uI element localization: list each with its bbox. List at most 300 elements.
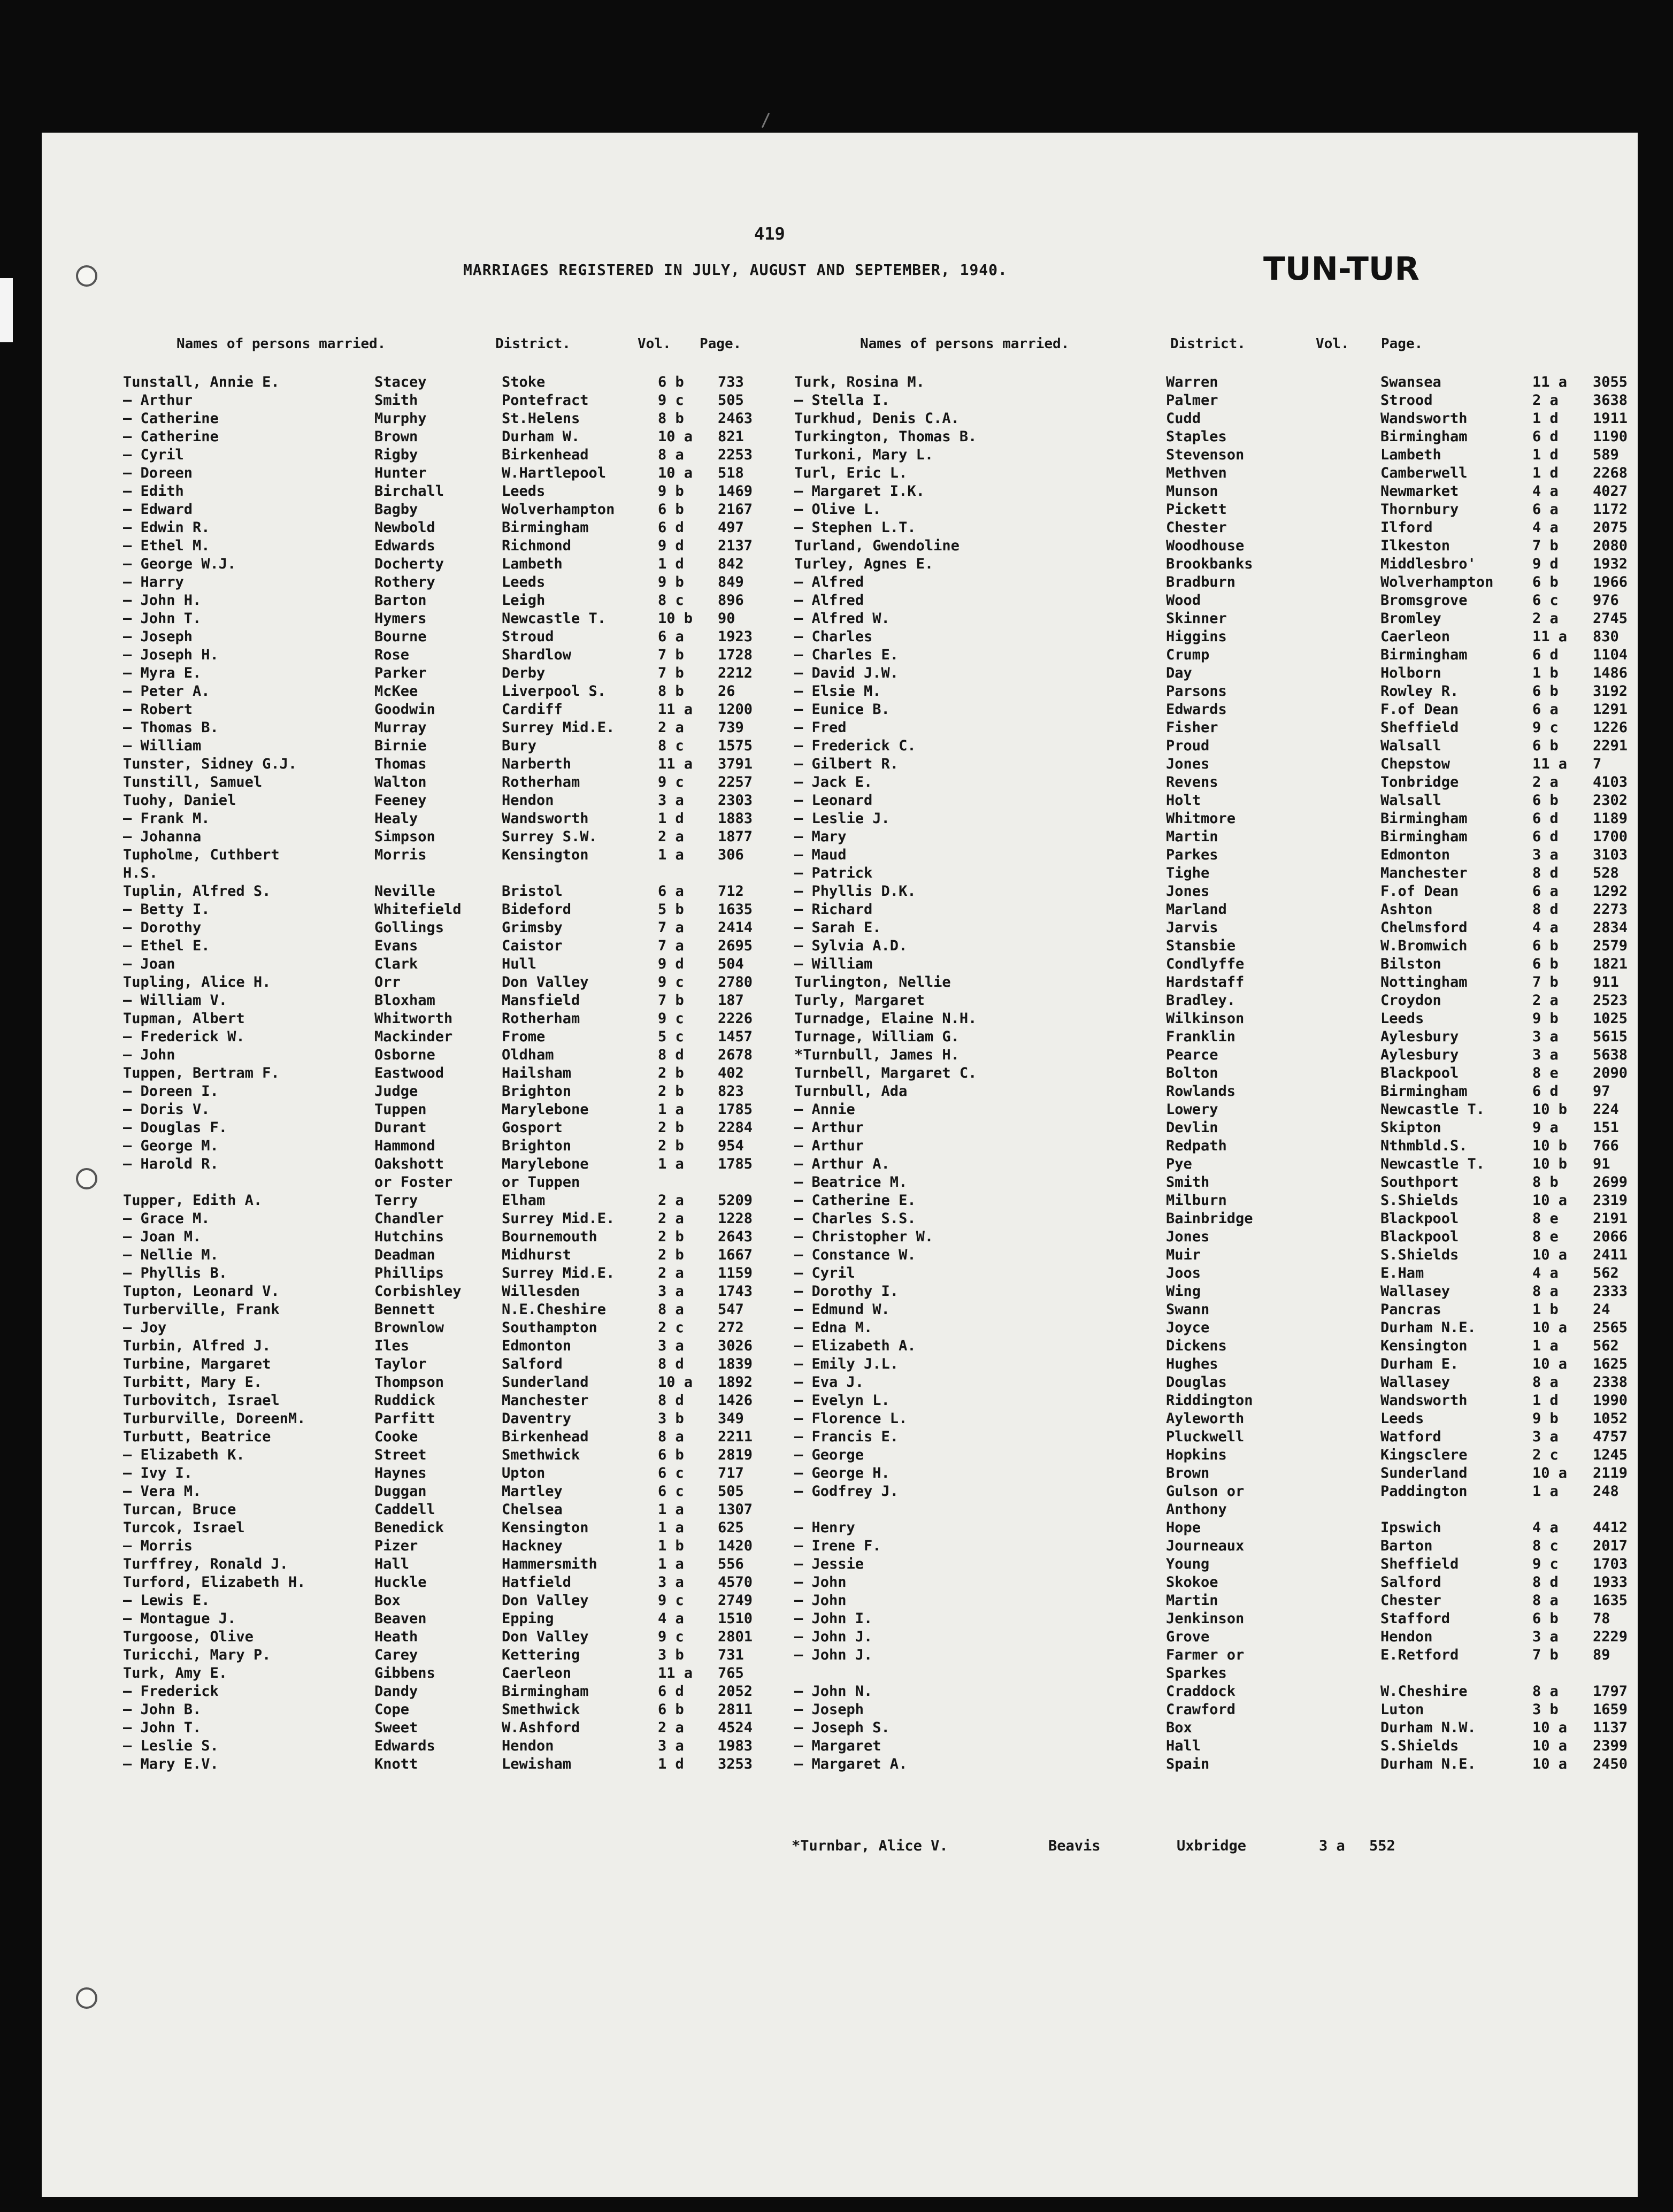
- entry-vol: 1 d: [1532, 465, 1559, 481]
- entry-page: 1457: [718, 1028, 753, 1045]
- entry-page: 528: [1593, 865, 1619, 881]
- entry-district: S.Shields: [1380, 1192, 1459, 1209]
- entry-district: Pancras: [1380, 1301, 1441, 1318]
- entry-spouse: Barton: [374, 592, 427, 609]
- entry-district: Kensington: [502, 847, 589, 863]
- entry-page: 4570: [718, 1574, 753, 1591]
- entry-page: 2273: [1593, 901, 1628, 918]
- entry-vol: 11 a: [658, 701, 693, 718]
- entry-spouse: Methven: [1166, 465, 1227, 481]
- entry-page: 1966: [1593, 574, 1628, 590]
- entry-vol: 2 c: [658, 1319, 684, 1336]
- entry-name: — Doreen: [123, 465, 193, 481]
- entry-page: 248: [1593, 1483, 1619, 1500]
- entry-vol: 3 a: [658, 1574, 684, 1591]
- entry-page: 3026: [718, 1338, 753, 1354]
- entry-vol: 8 c: [1532, 1538, 1559, 1554]
- entry-district: Hammersmith: [502, 1556, 597, 1572]
- entry-vol: 7 b: [658, 992, 684, 1009]
- entry-page: 5615: [1593, 1028, 1628, 1045]
- entry-district: Rotherham: [502, 774, 580, 790]
- entry-spouse: Wood: [1166, 592, 1201, 609]
- entry-spouse: Deadman: [374, 1247, 435, 1263]
- entry-district: Wolverhampton: [1380, 574, 1494, 590]
- entry-spouse: Hopkins: [1166, 1447, 1227, 1463]
- entry-page: 1797: [1593, 1683, 1628, 1700]
- entry-name: Turley, Agnes E.: [794, 556, 934, 572]
- entry-district: Don Valley: [502, 1592, 589, 1609]
- entry-district: Stoke: [502, 374, 546, 390]
- entry-district: Mansfield: [502, 992, 580, 1009]
- entry-name: Turnbell, Margaret C.: [794, 1065, 977, 1081]
- entry-district: Richmond: [502, 537, 572, 554]
- entry-spouse: Gollings: [374, 919, 444, 936]
- entry-name: — Margaret A.: [794, 1756, 908, 1772]
- entry-page: 1226: [1593, 719, 1628, 736]
- entry-name: — Annie: [794, 1101, 855, 1118]
- entry-name: Turbitt, Mary E.: [123, 1374, 263, 1391]
- entry-district: Durham N.E.: [1380, 1756, 1476, 1772]
- entry-district: Ashton: [1380, 901, 1433, 918]
- entry-page: 2333: [1593, 1283, 1628, 1300]
- entry-page: 78: [1593, 1610, 1610, 1627]
- entry-vol: 6 b: [658, 374, 684, 390]
- entry-vol: 2 a: [658, 1265, 684, 1281]
- footnote-spouse: Beavis: [1048, 1838, 1101, 1854]
- entry-district: Walsall: [1380, 792, 1441, 809]
- entry-name: — Harold R.: [123, 1156, 219, 1172]
- entry-page: 1883: [718, 810, 753, 827]
- entry-page: 2211: [718, 1428, 753, 1445]
- entry-name: — Stella I.: [794, 392, 890, 409]
- page-edge-tab: [0, 278, 13, 342]
- entry-spouse: Smith: [374, 392, 418, 409]
- entry-name: Turbin, Alfred J.: [123, 1338, 271, 1354]
- entry-district: Bilston: [1380, 956, 1441, 972]
- entry-district: Lambeth: [502, 556, 563, 572]
- entry-page: 896: [718, 592, 744, 609]
- entry-name: — John: [794, 1574, 847, 1591]
- entry-spouse: Birchall: [374, 483, 444, 500]
- entry-page: 2699: [1593, 1174, 1628, 1191]
- entry-page: 1575: [718, 738, 753, 754]
- entry-page: 2090: [1593, 1065, 1628, 1081]
- entry-district: St.Helens: [502, 410, 580, 427]
- entry-page: 2229: [1593, 1629, 1628, 1645]
- entry-district: Durham N.W.: [1380, 1719, 1476, 1736]
- entry-name: — Patrick: [794, 865, 873, 881]
- entry-spouse: Hope: [1166, 1519, 1201, 1536]
- header-names-left: Names of persons married.: [176, 336, 386, 352]
- entry-district: S.Shields: [1380, 1738, 1459, 1754]
- entry-page: 2801: [718, 1629, 753, 1645]
- entry-district: Walsall: [1380, 738, 1441, 754]
- entry-page: 2017: [1593, 1538, 1628, 1554]
- entry-district: Stafford: [1380, 1610, 1451, 1627]
- entry-district: Lambeth: [1380, 447, 1441, 463]
- entry-spouse: Tighe: [1166, 865, 1210, 881]
- entry-district: Durham E.: [1380, 1356, 1459, 1372]
- entry-spouse: Caddell: [374, 1501, 435, 1518]
- entry-vol: 9 c: [658, 392, 684, 409]
- entry-page: 2284: [718, 1119, 753, 1136]
- entry-name: — John T.: [123, 610, 202, 627]
- entry-name: Tupton, Leonard V.: [123, 1283, 280, 1300]
- entry-page: 1911: [1593, 410, 1628, 427]
- entry-vol: 3 a: [658, 1338, 684, 1354]
- entry-district: Chepstow: [1380, 756, 1451, 772]
- entry-name: — Henry: [794, 1519, 855, 1536]
- entry-name: — Edith: [123, 483, 184, 500]
- entry-page: 1700: [1593, 828, 1628, 845]
- entry-page: 4412: [1593, 1519, 1628, 1536]
- entry-spouse: Phillips: [374, 1265, 444, 1281]
- entry-vol: 1 d: [1532, 1392, 1559, 1409]
- entry-district: Brighton: [502, 1083, 572, 1100]
- entry-page: 1190: [1593, 428, 1628, 445]
- entry-name: — Dorothy: [123, 919, 202, 936]
- entry-vol: 9 c: [658, 1592, 684, 1609]
- entry-page: 2463: [718, 410, 753, 427]
- entry-page: 2212: [718, 665, 753, 681]
- entry-vol: 6 b: [1532, 956, 1559, 972]
- entry-spouse: Milburn: [1166, 1192, 1227, 1209]
- entry-name: — Jessie: [794, 1556, 864, 1572]
- entry-vol: 1 a: [658, 1156, 684, 1172]
- entry-district: Sunderland: [1380, 1465, 1468, 1481]
- entry-vol: 1 d: [1532, 410, 1559, 427]
- entry-spouse: Day: [1166, 665, 1192, 681]
- entry-spouse: Fisher: [1166, 719, 1218, 736]
- entry-spouse: Pluckwell: [1166, 1428, 1245, 1445]
- entry-district: Nottingham: [1380, 974, 1468, 990]
- entry-district: Elham: [502, 1192, 546, 1209]
- entry-district: Chester: [1380, 1592, 1441, 1609]
- entry-spouse: Condlyffe: [1166, 956, 1245, 972]
- entry-name: Tupling, Alice H.: [123, 974, 271, 990]
- entry-name: — Stephen L.T.: [794, 519, 916, 536]
- entry-name: H.S.: [123, 865, 158, 881]
- entry-spouse: Cudd: [1166, 410, 1201, 427]
- entry-district: Brighton: [502, 1138, 572, 1154]
- entry-vol: 11 a: [1532, 628, 1568, 645]
- entry-district: Hendon: [1380, 1629, 1433, 1645]
- entry-spouse: Street: [374, 1447, 427, 1463]
- entry-name: — Margaret I.K.: [794, 483, 925, 500]
- entry-page: 911: [1593, 974, 1619, 990]
- entry-district: Surrey S.W.: [502, 828, 597, 845]
- entry-spouse: Bradburn: [1166, 574, 1236, 590]
- entry-district: Salford: [502, 1356, 563, 1372]
- entry-spouse: Munson: [1166, 483, 1218, 500]
- entry-spouse: Warren: [1166, 374, 1218, 390]
- entry-name: — Myra E.: [123, 665, 202, 681]
- entry-page: 2137: [718, 537, 753, 554]
- entry-spouse: Docherty: [374, 556, 444, 572]
- entry-district: E.Ham: [1380, 1265, 1424, 1281]
- entry-page: 2643: [718, 1228, 753, 1245]
- entry-district: Bournemouth: [502, 1228, 597, 1245]
- entry-name: — Joy: [123, 1319, 167, 1336]
- entry-page: 504: [718, 956, 744, 972]
- entry-district: Hendon: [502, 792, 554, 809]
- entry-vol: 5 c: [658, 1028, 684, 1045]
- entry-district: Birmingham: [502, 1683, 589, 1700]
- entry-district: Wallasey: [1380, 1283, 1451, 1300]
- entry-district: W.Cheshire: [1380, 1683, 1468, 1700]
- entry-page: 1137: [1593, 1719, 1628, 1736]
- entry-district: Wandsworth: [502, 810, 589, 827]
- entry-name: — Beatrice M.: [794, 1174, 908, 1191]
- entry-name: — Alfred: [794, 592, 864, 609]
- entry-name: Tuohy, Daniel: [123, 792, 236, 809]
- entry-vol: 9 b: [1532, 1010, 1559, 1027]
- entry-district: S.Shields: [1380, 1247, 1459, 1263]
- entry-district: Birkenhead: [502, 1428, 589, 1445]
- entry-name: Tuplin, Alfred S.: [123, 883, 271, 900]
- entry-page: 562: [1593, 1338, 1619, 1354]
- entry-spouse: Taylor: [374, 1356, 427, 1372]
- entry-vol: 10 a: [1532, 1247, 1568, 1263]
- entry-spouse: Anthony: [1166, 1501, 1227, 1518]
- entry-vol: 3 b: [658, 1647, 684, 1663]
- entry-page: 1025: [1593, 1010, 1628, 1027]
- entry-page: 24: [1593, 1301, 1610, 1318]
- entry-district: Blackpool: [1380, 1228, 1459, 1245]
- entry-district: Leeds: [1380, 1010, 1424, 1027]
- entry-district: Durham W.: [502, 428, 580, 445]
- entry-vol: 2 a: [1532, 392, 1559, 409]
- entry-spouse: Rothery: [374, 574, 435, 590]
- entry-page: 1667: [718, 1247, 753, 1263]
- entry-name: Turbutt, Beatrice: [123, 1428, 271, 1445]
- entry-district: Hatfield: [502, 1574, 572, 1591]
- entry-name: — Jack E.: [794, 774, 873, 790]
- entry-name: — Constance W.: [794, 1247, 916, 1263]
- entry-spouse: Jenkinson: [1166, 1610, 1245, 1627]
- entry-district: Hailsham: [502, 1065, 572, 1081]
- entry-page: 2819: [718, 1447, 753, 1463]
- entry-page: 821: [718, 428, 744, 445]
- entry-spouse: Oakshott: [374, 1156, 444, 1172]
- entry-vol: 1 a: [658, 1556, 684, 1572]
- entry-spouse: Hughes: [1166, 1356, 1218, 1372]
- entry-spouse: Martin: [1166, 1592, 1218, 1609]
- entry-vol: 8 b: [658, 683, 684, 700]
- entry-district: Willesden: [502, 1283, 580, 1300]
- entry-district: Thornbury: [1380, 501, 1459, 518]
- entry-vol: 2 b: [658, 1119, 684, 1136]
- entry-vol: 10 a: [1532, 1756, 1568, 1772]
- entry-spouse: Gulson or: [1166, 1483, 1245, 1500]
- entry-page: 556: [718, 1556, 744, 1572]
- entry-spouse: Pye: [1166, 1156, 1192, 1172]
- entry-vol: 6 d: [658, 519, 684, 536]
- entry-district: Newmarket: [1380, 483, 1459, 500]
- entry-page: 306: [718, 847, 744, 863]
- entry-spouse: Martin: [1166, 828, 1218, 845]
- entry-vol: 10 b: [658, 610, 693, 627]
- entry-name: — John N.: [794, 1683, 873, 1700]
- entry-name: Turly, Margaret: [794, 992, 925, 1009]
- entry-page: 1189: [1593, 810, 1628, 827]
- entry-spouse: Cope: [374, 1701, 410, 1718]
- header-names-right: Names of persons married.: [860, 336, 1070, 352]
- entry-page: 1420: [718, 1538, 753, 1554]
- entry-district: Martley: [502, 1483, 563, 1500]
- entry-page: 625: [718, 1519, 744, 1536]
- entry-name: — Joan: [123, 956, 175, 972]
- punch-hole-top: [76, 265, 97, 287]
- header-page-right: Page.: [1381, 336, 1423, 352]
- entry-vol: 8 c: [658, 592, 684, 609]
- entry-spouse: Wilkinson: [1166, 1010, 1245, 1027]
- entry-district: Rotherham: [502, 1010, 580, 1027]
- entry-name: — Ethel E.: [123, 938, 210, 954]
- entry-district: Durham N.E.: [1380, 1319, 1476, 1336]
- entry-vol: 3 b: [1532, 1701, 1559, 1718]
- entry-district: Kettering: [502, 1647, 580, 1663]
- entry-page: 2678: [718, 1047, 753, 1063]
- entry-spouse: Sparkes: [1166, 1665, 1227, 1681]
- entry-vol: 8 a: [658, 1428, 684, 1445]
- entry-vol: 6 b: [658, 1447, 684, 1463]
- entry-name: Turkington, Thomas B.: [794, 428, 977, 445]
- entry-spouse: Smith: [1166, 1174, 1210, 1191]
- entry-name: Turcok, Israel: [123, 1519, 245, 1536]
- entry-page: 2579: [1593, 938, 1628, 954]
- entry-name: — John I.: [794, 1610, 873, 1627]
- entry-district: Barton: [1380, 1538, 1433, 1554]
- entry-vol: 5 b: [658, 901, 684, 918]
- entry-name: Tupper, Edith A.: [123, 1192, 263, 1209]
- entry-district: Newcastle T.: [1380, 1156, 1485, 1172]
- entry-page: 2811: [718, 1701, 753, 1718]
- entry-vol: 7 b: [1532, 537, 1559, 554]
- entry-page: 717: [718, 1465, 744, 1481]
- entry-district: Caistor: [502, 938, 563, 954]
- entry-name: — John B.: [123, 1701, 202, 1718]
- entry-district: Middlesbro': [1380, 556, 1476, 572]
- entry-vol: 9 c: [1532, 719, 1559, 736]
- footnote-name: *Turnbar, Alice V.: [792, 1838, 948, 1854]
- entry-spouse: Neville: [374, 883, 435, 900]
- entry-name: — Catherine: [123, 428, 219, 445]
- entry-spouse: Knott: [374, 1756, 418, 1772]
- entry-district: E.Retford: [1380, 1647, 1459, 1663]
- entry-name: — Elsie M.: [794, 683, 881, 700]
- entry-spouse: Hardstaff: [1166, 974, 1245, 990]
- entry-spouse: Ruddick: [374, 1392, 435, 1409]
- entry-spouse: Parfitt: [374, 1410, 435, 1427]
- entry-district: Cardiff: [502, 701, 563, 718]
- entry-name: — Frederick W.: [123, 1028, 245, 1045]
- entry-district: Oldham: [502, 1047, 554, 1063]
- entry-district: Liverpool S.: [502, 683, 607, 700]
- entry-district: Caerleon: [1380, 628, 1451, 645]
- entry-name: Turnbull, Ada: [794, 1083, 908, 1100]
- entry-name: *Turnbull, James H.: [794, 1047, 960, 1063]
- entry-spouse: Murray: [374, 719, 427, 736]
- entry-page: 1703: [1593, 1556, 1628, 1572]
- entry-district: Don Valley: [502, 974, 589, 990]
- entry-name: — Evelyn L.: [794, 1392, 890, 1409]
- entry-spouse: Box: [1166, 1719, 1192, 1736]
- entry-district: Hull: [502, 956, 537, 972]
- entry-page: 1228: [718, 1210, 753, 1227]
- entry-page: 1932: [1593, 556, 1628, 572]
- entry-name: Turk, Rosina M.: [794, 374, 925, 390]
- entry-district: Camberwell: [1380, 465, 1468, 481]
- entry-district: Holborn: [1380, 665, 1441, 681]
- entry-district: Upton: [502, 1465, 546, 1481]
- entry-district: Narberth: [502, 756, 572, 772]
- entry-district: Tonbridge: [1380, 774, 1459, 790]
- entry-name: — Charles E.: [794, 647, 899, 663]
- entry-name: — Emily J.L.: [794, 1356, 899, 1372]
- entry-spouse: Hutchins: [374, 1228, 444, 1245]
- entry-district: Pontefract: [502, 392, 589, 409]
- entry-vol: 6 b: [1532, 683, 1559, 700]
- entry-district: Sheffield: [1380, 719, 1459, 736]
- entry-page: 830: [1593, 628, 1619, 645]
- entry-name: — Leslie J.: [794, 810, 890, 827]
- entry-spouse: Pickett: [1166, 501, 1227, 518]
- entry-vol: 2 a: [1532, 774, 1559, 790]
- entry-page: 2066: [1593, 1228, 1628, 1245]
- entry-vol: 2 a: [658, 1719, 684, 1736]
- entry-spouse: Journeaux: [1166, 1538, 1245, 1554]
- entry-name: Turford, Elizabeth H.: [123, 1574, 306, 1591]
- entry-spouse: Spain: [1166, 1756, 1210, 1772]
- entry-spouse: Marland: [1166, 901, 1227, 918]
- entry-vol: 6 d: [1532, 647, 1559, 663]
- entry-district: Birmingham: [1380, 428, 1468, 445]
- entry-vol: 8 a: [658, 447, 684, 463]
- entry-spouse: Parker: [374, 665, 427, 681]
- entry-vol: 3 a: [1532, 1028, 1559, 1045]
- entry-vol: 8 a: [658, 1301, 684, 1318]
- entry-vol: 8 a: [1532, 1592, 1559, 1609]
- entry-spouse: Eastwood: [374, 1065, 444, 1081]
- entry-vol: 8 a: [1532, 1683, 1559, 1700]
- entry-vol: 7 a: [658, 919, 684, 936]
- entry-page: 1839: [718, 1356, 753, 1372]
- entry-district: Birmingham: [1380, 647, 1468, 663]
- entry-page: 1892: [718, 1374, 753, 1391]
- entry-spouse: Sweet: [374, 1719, 418, 1736]
- entry-vol: 7 b: [658, 665, 684, 681]
- entry-vol: 2 c: [1532, 1447, 1559, 1463]
- entry-page: 518: [718, 465, 744, 481]
- scratch-mark: [762, 113, 770, 128]
- entry-district: Manchester: [502, 1392, 589, 1409]
- entry-spouse: Higgins: [1166, 628, 1227, 645]
- entry-spouse: Skokoe: [1166, 1574, 1218, 1591]
- entry-name: — Alfred W.: [794, 610, 890, 627]
- page-number: 419: [754, 224, 785, 244]
- entry-spouse: Young: [1166, 1556, 1210, 1572]
- entry-name: — Mary E.V.: [123, 1756, 219, 1772]
- entry-spouse: Devlin: [1166, 1119, 1218, 1136]
- entry-district: Hendon: [502, 1738, 554, 1754]
- entry-spouse: Bolton: [1166, 1065, 1218, 1081]
- entry-district: N.E.Cheshire: [502, 1301, 607, 1318]
- entry-page: 954: [718, 1138, 744, 1154]
- entry-page: 2450: [1593, 1756, 1628, 1772]
- entry-page: 7: [1593, 756, 1602, 772]
- entry-name: Turcan, Bruce: [123, 1501, 236, 1518]
